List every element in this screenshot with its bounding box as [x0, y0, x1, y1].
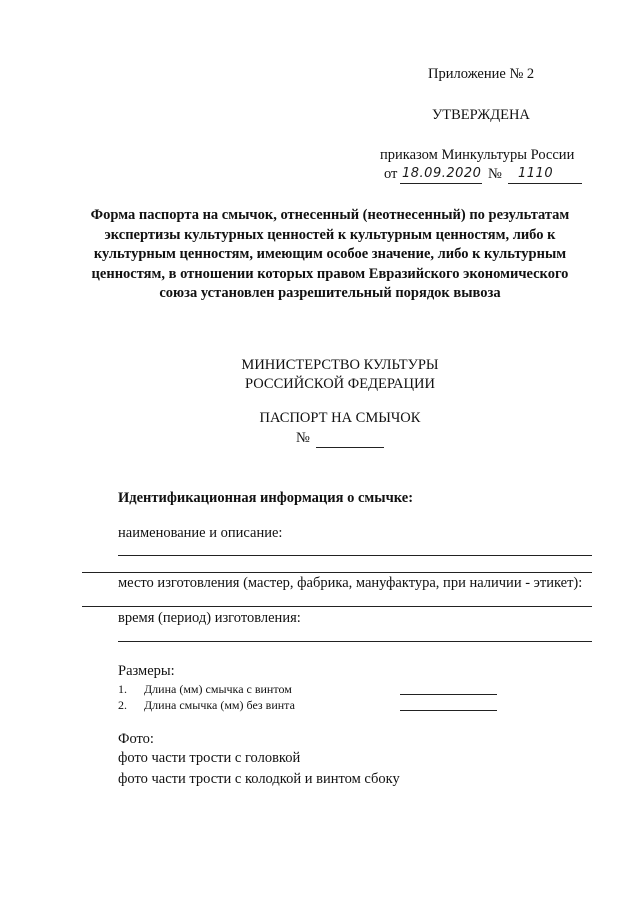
form-title-line: ценностям, в отношении которых правом Евразийского экономического	[91, 265, 569, 282]
ministry-line: МИНИСТЕРСТВО КУЛЬТУРЫ	[241, 357, 439, 373]
order-date-prefix: от	[384, 166, 398, 182]
form-title	[80, 206, 580, 304]
appendix-label: Приложение № 2	[428, 66, 535, 82]
dimension-number: 1.	[118, 682, 127, 696]
order-number-underline	[508, 183, 582, 184]
identification-heading: Идентификационная информация о смычке:	[118, 490, 414, 506]
order-line: приказом Минкультуры России	[380, 147, 575, 163]
name-description-label: наименование и описание:	[118, 525, 283, 541]
dimension-label: Длина (мм) смычка с винтом	[144, 682, 292, 696]
order-date-underline	[400, 183, 482, 184]
dimension-label: Длина смычка (мм) без винта	[144, 698, 295, 712]
form-title-line: экспертизы культурных ценностей к культурным ценностям, либо к	[104, 226, 556, 243]
place-of-manufacture-label: место изготовления (мастер, фабрика, мануфактура, при наличии - этикет):	[118, 575, 583, 591]
photo-heading: Фото:	[118, 731, 154, 747]
dimensions-heading: Размеры:	[118, 663, 175, 679]
ministry-line: РОССИЙСКОЙ ФЕДЕРАЦИИ	[245, 376, 435, 392]
passport-title: ПАСПОРТ НА СМЫЧОК	[259, 410, 421, 426]
passport-number-field	[316, 447, 384, 448]
time-of-manufacture-line	[118, 641, 592, 642]
order-number-handwritten: 1110	[518, 166, 554, 181]
order-date-handwritten: 18.09.2020	[402, 166, 482, 181]
form-title-line: Форма паспорта на смычок, отнесенный (неотнесенный) по результатам	[90, 207, 570, 223]
dimension-1-value-field	[400, 694, 497, 695]
ministry-block	[140, 356, 540, 394]
dimension-2-value-field	[400, 710, 497, 711]
form-title-line: союза установлен разрешительный порядок вывоза	[159, 285, 501, 301]
form-title-line: культурным ценностям, имеющим особое значение, либо к культурным	[93, 246, 567, 262]
passport-number-sign: №	[296, 430, 310, 446]
name-description-line-2	[82, 572, 592, 573]
name-description-line	[118, 555, 592, 556]
dimension-number: 2.	[118, 698, 127, 712]
order-number-sign: №	[488, 166, 502, 182]
approved-label: УТВЕРЖДЕНА	[432, 107, 530, 123]
photo-item: фото части трости с колодкой и винтом сбоку	[118, 771, 400, 787]
dimension-item	[118, 698, 518, 714]
time-of-manufacture-label: время (период) изготовления:	[118, 610, 301, 626]
photo-item: фото части трости с головкой	[118, 750, 301, 766]
place-of-manufacture-line	[82, 606, 592, 607]
dimension-item	[118, 682, 518, 698]
